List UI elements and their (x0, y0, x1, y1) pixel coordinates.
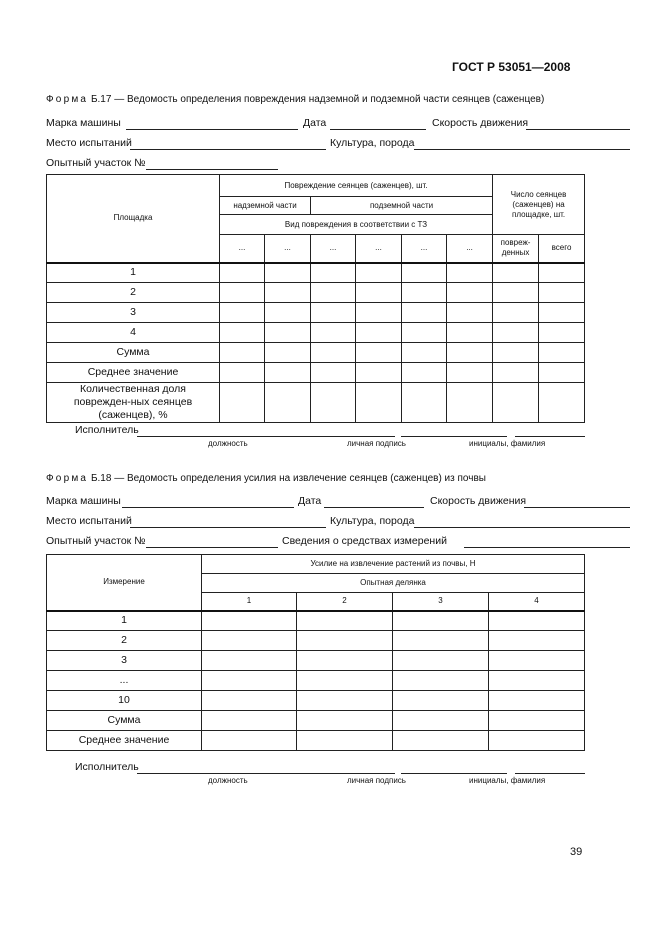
table-cell[interactable] (393, 711, 489, 731)
position-field[interactable] (137, 436, 395, 437)
table-cell[interactable] (493, 303, 539, 323)
machine-field[interactable] (126, 129, 298, 130)
table-cell[interactable] (393, 631, 489, 651)
plot-field[interactable] (146, 547, 278, 548)
table-cell[interactable] (220, 303, 265, 323)
speed-label: Скорость движения (430, 495, 527, 507)
culture-label: Культура, порода (330, 137, 415, 149)
executor-label: Исполнитель (75, 424, 139, 436)
table-cell[interactable] (202, 631, 297, 651)
table-cell[interactable] (297, 671, 393, 691)
form18-table (46, 554, 585, 751)
machine-label: Марка машины (46, 117, 121, 129)
table-cell[interactable] (265, 283, 311, 303)
form17-row-plot (46, 157, 584, 173)
table-cell[interactable] (220, 263, 265, 283)
table-cell[interactable] (265, 263, 311, 283)
table-cell[interactable] (493, 363, 539, 383)
table-cell[interactable] (447, 303, 493, 323)
table-cell[interactable] (356, 283, 402, 303)
form18-row-machine (46, 495, 584, 511)
sign-caption: личная подпись (347, 439, 406, 448)
name-caption: инициалы, фамилия (469, 439, 546, 448)
table-row (47, 343, 585, 363)
row-label: 1 (47, 263, 220, 283)
date-field[interactable] (324, 507, 424, 508)
form17-row-place (46, 137, 584, 153)
table-cell[interactable] (356, 323, 402, 343)
table-row (47, 691, 585, 711)
form17-title: Б.17 — Ведомость определения повреждения надземной и подземной части сеянцев (саженцев) (90, 94, 545, 105)
speed-field[interactable] (524, 507, 630, 508)
table-cell[interactable] (539, 343, 585, 363)
table-cell[interactable] (356, 383, 402, 423)
table-row (47, 651, 585, 671)
table-row (47, 611, 585, 631)
speed-field[interactable] (526, 129, 630, 130)
table-cell[interactable] (356, 263, 402, 283)
culture-field[interactable] (414, 149, 630, 150)
table-cell[interactable] (202, 731, 297, 751)
sign-caption: личная подпись (347, 776, 406, 785)
form18-title: Б.18 — Ведомость определения усилия на извлечение сеянцев (саженцев) из почвы (90, 473, 486, 484)
table-cell[interactable] (311, 383, 356, 423)
table-cell[interactable] (220, 383, 265, 423)
table-row (47, 383, 585, 423)
table-cell[interactable] (493, 323, 539, 343)
form17-word: Форма (46, 94, 89, 105)
culture-field[interactable] (414, 527, 630, 528)
kind-ellipsis: ... (220, 235, 265, 263)
name-field[interactable] (515, 436, 585, 437)
table-cell[interactable] (297, 631, 393, 651)
table-cell[interactable] (489, 671, 585, 691)
plot-number: 3 (393, 593, 489, 611)
position-caption: должность (208, 776, 248, 785)
table-cell[interactable] (297, 651, 393, 671)
date-field[interactable] (330, 129, 426, 130)
machine-field[interactable] (122, 507, 294, 508)
row-label: 1 (47, 611, 202, 631)
form17-signature (75, 424, 585, 450)
standard-number: ГОСТ Р 53051—2008 (452, 60, 571, 74)
table-cell[interactable] (297, 731, 393, 751)
table-cell[interactable] (447, 383, 493, 423)
col-kind-header: Вид повреждения в соответствии с ТЗ (220, 215, 493, 235)
table-cell[interactable] (489, 611, 585, 631)
row-label: 3 (47, 303, 220, 323)
table-cell[interactable] (402, 363, 447, 383)
speed-label: Скорость движения (432, 117, 529, 129)
kind-ellipsis: ... (447, 235, 493, 263)
col-measure-header: Измерение (47, 555, 202, 611)
row-label: 10 (47, 691, 202, 711)
table-cell[interactable] (265, 303, 311, 323)
table-cell[interactable] (402, 323, 447, 343)
table-row (47, 283, 585, 303)
table-cell[interactable] (297, 611, 393, 631)
table-cell[interactable] (265, 363, 311, 383)
kind-ellipsis: ... (265, 235, 311, 263)
table-cell[interactable] (402, 263, 447, 283)
table-cell[interactable] (447, 343, 493, 363)
name-field[interactable] (515, 773, 585, 774)
place-field[interactable] (130, 527, 326, 528)
table-cell[interactable] (539, 303, 585, 323)
table-cell[interactable] (393, 611, 489, 631)
table-row (47, 631, 585, 651)
table-cell[interactable] (539, 323, 585, 343)
row-label: 3 (47, 651, 202, 671)
table-row (47, 303, 585, 323)
table-cell[interactable] (493, 283, 539, 303)
table-cell[interactable] (402, 343, 447, 363)
table-cell[interactable] (493, 263, 539, 283)
table-cell[interactable] (311, 363, 356, 383)
plot-number: 1 (202, 593, 297, 611)
row-label: Среднее значение (47, 731, 202, 751)
plot-number: 2 (297, 593, 393, 611)
form17-heading (46, 94, 544, 105)
plot-number: 4 (489, 593, 585, 611)
place-label: Место испытаний (46, 515, 132, 527)
plot-field[interactable] (146, 169, 278, 170)
table-cell[interactable] (447, 323, 493, 343)
date-label: Дата (298, 495, 322, 507)
table-cell[interactable] (202, 611, 297, 631)
table-row (47, 731, 585, 751)
col-total-header: всего (539, 235, 585, 263)
table-cell[interactable] (297, 711, 393, 731)
row-label: ... (47, 671, 202, 691)
table-cell[interactable] (393, 651, 489, 671)
form18-word: Форма (46, 473, 89, 484)
date-label: Дата (303, 117, 327, 129)
table-cell[interactable] (539, 263, 585, 283)
table-row (47, 363, 585, 383)
table-cell[interactable] (489, 651, 585, 671)
form18-row-plot (46, 535, 584, 551)
col-site-header: Площадка (47, 175, 220, 263)
plot-label: Опытный участок № (46, 157, 146, 169)
table-cell[interactable] (202, 711, 297, 731)
table-row (47, 323, 585, 343)
table-cell[interactable] (447, 363, 493, 383)
table-row (47, 671, 585, 691)
sign-field[interactable] (401, 773, 507, 774)
plot-label: Опытный участок № (46, 535, 146, 547)
col-above-header: надземной части (220, 197, 311, 215)
table-cell[interactable] (265, 383, 311, 423)
table-cell[interactable] (489, 731, 585, 751)
table-cell[interactable] (220, 283, 265, 303)
table-cell[interactable] (539, 363, 585, 383)
table-cell[interactable] (311, 323, 356, 343)
row-label: Сумма (47, 711, 202, 731)
table-cell[interactable] (356, 303, 402, 323)
table-cell[interactable] (489, 631, 585, 651)
kind-ellipsis: ... (402, 235, 447, 263)
instruments-field[interactable] (464, 547, 630, 548)
place-field[interactable] (130, 149, 326, 150)
table-cell[interactable] (402, 383, 447, 423)
col-damaged-header: повреж-денных (493, 235, 539, 263)
table-cell[interactable] (393, 691, 489, 711)
table-cell[interactable] (202, 671, 297, 691)
name-caption: инициалы, фамилия (469, 776, 546, 785)
page-number: 39 (570, 846, 583, 858)
kind-ellipsis: ... (311, 235, 356, 263)
table-cell[interactable] (311, 303, 356, 323)
table-cell[interactable] (202, 691, 297, 711)
table-cell[interactable] (265, 323, 311, 343)
form18-row-place (46, 515, 584, 531)
table-cell[interactable] (539, 283, 585, 303)
row-label: Количественная доля поврежден-ных сеянцев (саженцев), % (47, 383, 220, 423)
table-cell[interactable] (297, 691, 393, 711)
col-below-header: подземной части (311, 197, 493, 215)
table-cell[interactable] (311, 343, 356, 363)
table-cell[interactable] (539, 383, 585, 423)
table-cell[interactable] (220, 323, 265, 343)
table-cell[interactable] (393, 671, 489, 691)
row-label: 4 (47, 323, 220, 343)
table-cell[interactable] (356, 343, 402, 363)
col-damage-header: Повреждение сеянцев (саженцев), шт. (220, 175, 493, 197)
table-row (47, 263, 585, 283)
table-cell[interactable] (265, 343, 311, 363)
executor-label: Исполнитель (75, 761, 139, 773)
table-cell[interactable] (356, 363, 402, 383)
table-row (47, 711, 585, 731)
table-cell[interactable] (393, 731, 489, 751)
col-plot-header: Опытная делянка (202, 574, 585, 593)
table-cell[interactable] (311, 283, 356, 303)
form17-table (46, 174, 585, 423)
place-label: Место испытаний (46, 137, 132, 149)
table-cell[interactable] (402, 283, 447, 303)
col-count-header: Число сеянцев (саженцев) на площадке, шт. (493, 175, 585, 235)
table-cell[interactable] (311, 263, 356, 283)
culture-label: Культура, порода (330, 515, 415, 527)
row-label: Сумма (47, 343, 220, 363)
form17-row-machine (46, 117, 584, 133)
table-cell[interactable] (489, 711, 585, 731)
sign-field[interactable] (401, 436, 507, 437)
col-force-header: Усилие на извлечение растений из почвы, Н (202, 555, 585, 574)
table-cell[interactable] (202, 651, 297, 671)
table-cell[interactable] (493, 343, 539, 363)
table-cell[interactable] (493, 383, 539, 423)
form18-heading (46, 473, 486, 484)
kind-ellipsis: ... (356, 235, 402, 263)
instruments-label: Сведения о средствах измерений (282, 535, 447, 547)
position-field[interactable] (137, 773, 395, 774)
table-cell[interactable] (447, 263, 493, 283)
row-label: 2 (47, 631, 202, 651)
table-cell[interactable] (220, 363, 265, 383)
table-cell[interactable] (220, 343, 265, 363)
table-cell[interactable] (489, 691, 585, 711)
row-label: Среднее значение (47, 363, 220, 383)
table-cell[interactable] (402, 303, 447, 323)
row-label: 2 (47, 283, 220, 303)
form18-signature (75, 761, 585, 787)
table-cell[interactable] (447, 283, 493, 303)
machine-label: Марка машины (46, 495, 121, 507)
position-caption: должность (208, 439, 248, 448)
